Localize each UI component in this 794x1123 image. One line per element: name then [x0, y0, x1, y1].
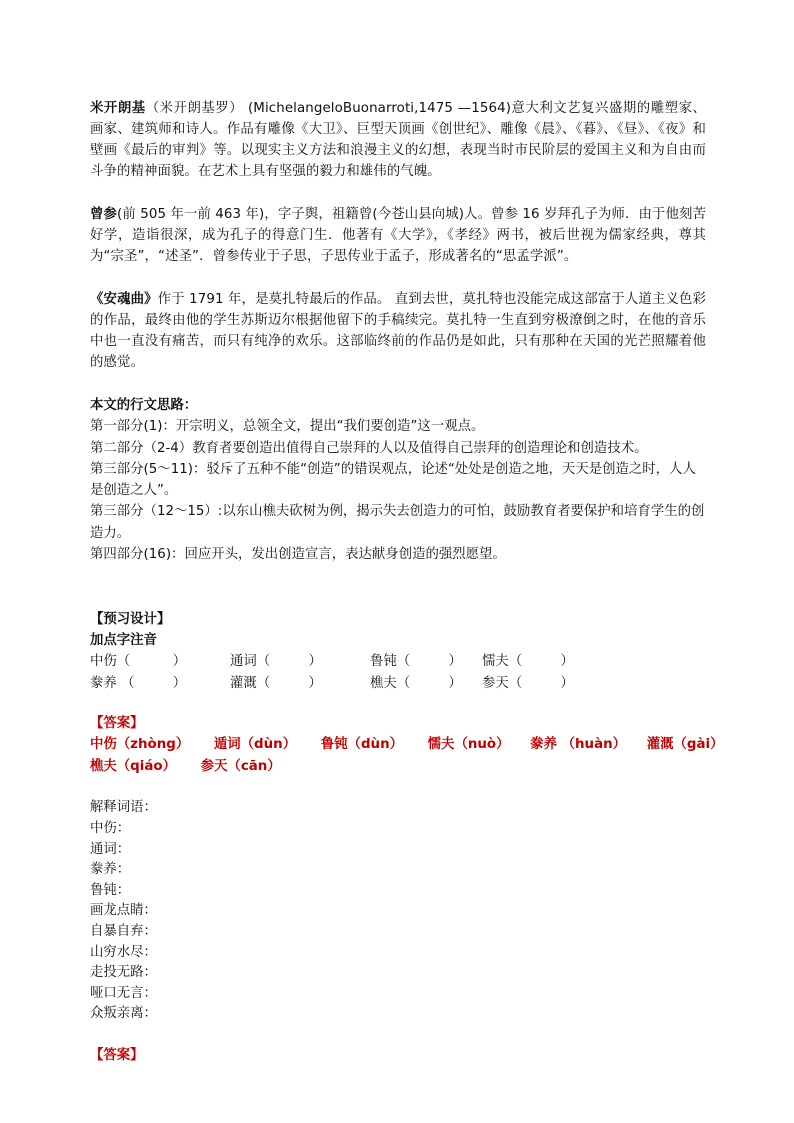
- glossary-item: 通词：: [90, 841, 131, 857]
- term-michelangelo: 米开朗基: [90, 101, 146, 116]
- outline-item: 第三部分(5～11)：驳斥了五种不能“创造”的错误观点，论述“处处是创造之地，天天是创造之时，人人是创造之人”。: [90, 461, 696, 499]
- text-requiem: 作于 1791 年，是莫扎特最后的作品。 直到去世，莫扎特也没能完成这部富于人道主义色彩的作品，最终由他的学生苏斯迈尔根据他留下的手稿续完。莫扎特一生直到穷极潦倒之时，在他的音乐中也一直没有痛苦，而只有纯净的欢乐。这部临终前的作品仍是如此，只有那种在天国的光芒照耀着他的感觉。: [90, 292, 707, 370]
- glossary-item: 画龙点睛：: [90, 903, 157, 919]
- answer-tag: 【答案】: [90, 716, 144, 732]
- glossary-section: [90, 798, 706, 1025]
- outline-item: 第一部分(1)：开宗明义，总领全文，提出“我们要创造”这一观点。: [90, 419, 485, 435]
- answer-item: 懦夫（nuò）: [427, 737, 510, 753]
- term-zengshen: 曾参: [90, 207, 118, 222]
- text-zengshen: (前 505 年一前 463 年)，字子舆，祖籍曾(今苍山县向城)人。曾参 16 岁拜孔子为师．由于他刻苦好学，造诣很深，成为孔子的得意门生．他著有《大学》，《孝经》两书，被后世视为儒家经典，尊其为“宗圣”，“述圣”．曾参传业于子思，子思传业于孟子，形成著名的“思孟学派”。: [90, 207, 707, 264]
- outline-item: 第二部分（2-4）教育者要创造出值得自己崇拜的人以及值得自己崇拜的创造理论和创造技术。: [90, 440, 648, 456]
- answer-tag-2: 【答案】: [90, 1047, 144, 1063]
- pinyin-item: 通词（ ）: [230, 654, 322, 670]
- glossary-title: 解释词语：: [90, 800, 157, 816]
- answer-item: 樵夫（qiáo）: [90, 759, 176, 775]
- pinyin-row: [90, 651, 706, 673]
- preview-title: 【预习设计】: [90, 612, 171, 628]
- answer-item: 中伤（zhòng）: [90, 737, 190, 753]
- pinyin-exercise: [90, 651, 706, 695]
- glossary-item: 众叛亲离：: [90, 1006, 157, 1022]
- term-requiem: 《安魂曲》: [90, 292, 158, 307]
- document-page: [90, 98, 724, 1066]
- pinyin-row: [90, 673, 706, 695]
- answer-row: [90, 756, 706, 778]
- pinyin-item: 鲁钝（ ）: [370, 654, 462, 670]
- outline-item: 第三部分（12～15）:以东山樵夫砍树为例，揭示失去创造力的可怕，鼓励教育者要保护和培育学生的创造力。: [90, 504, 705, 541]
- answer-item: 遁词（dùn）: [213, 737, 297, 753]
- pinyin-item: 樵夫（ ）: [370, 676, 462, 692]
- glossary-item: 自暴自弃：: [90, 923, 157, 939]
- paragraph-michelangelo: [90, 98, 706, 182]
- answer-item: 灌溉（gài）: [646, 737, 724, 753]
- pinyin-item: 中伤（ ）: [90, 654, 187, 670]
- glossary-item: 走投无路：: [90, 965, 157, 981]
- pinyin-item: 参天（ ）: [482, 676, 574, 692]
- outline-item: 第四部分(16)：回应开头，发出创造宣言，表达献身创造的强烈愿望。: [90, 547, 506, 563]
- glossary-item: 山穷水尽：: [90, 944, 157, 960]
- answer-item: 参天（cān）: [200, 759, 281, 775]
- pinyin-item: 豢养 （ ）: [90, 676, 187, 692]
- pinyin-item: 懦夫（ ）: [482, 654, 574, 670]
- answer-item: 鲁钝（dùn）: [320, 737, 403, 753]
- glossary-item: 中伤：: [90, 820, 131, 836]
- glossary-item: 哑口无言：: [90, 985, 157, 1001]
- outline-section: [90, 395, 706, 565]
- glossary-item: 鲁钝：: [90, 882, 131, 898]
- answer-row: [90, 734, 724, 756]
- preview-subtitle: 加点字注音: [90, 633, 157, 649]
- text-michelangelo: （米开朗基罗） (MichelangeloBuonarroti,1475 —1564)意大利文艺复兴盛期的雕塑家、画家、建筑师和诗人。作品有雕像《大卫》、巨型天顶画《创世纪》、雕像《晨》、《暮》、《昼》、《夜》和壁画《最后的审判》等。以现实主义方法和浪漫主义的幻想，表现当时市民阶层的爱国主义和为自由而斗争的精神面貌。在艺术上具有坚强的毅力和雄伟的气魄。: [90, 101, 706, 179]
- paragraph-zengshen: [90, 204, 706, 267]
- outline-title: 本文的行文思路：: [90, 398, 198, 413]
- paragraph-requiem: [90, 289, 706, 373]
- answer-item: 豢养 （huàn）: [530, 737, 627, 753]
- glossary-item: 豢养：: [90, 862, 131, 878]
- pinyin-item: 灌溉（ ）: [230, 676, 322, 692]
